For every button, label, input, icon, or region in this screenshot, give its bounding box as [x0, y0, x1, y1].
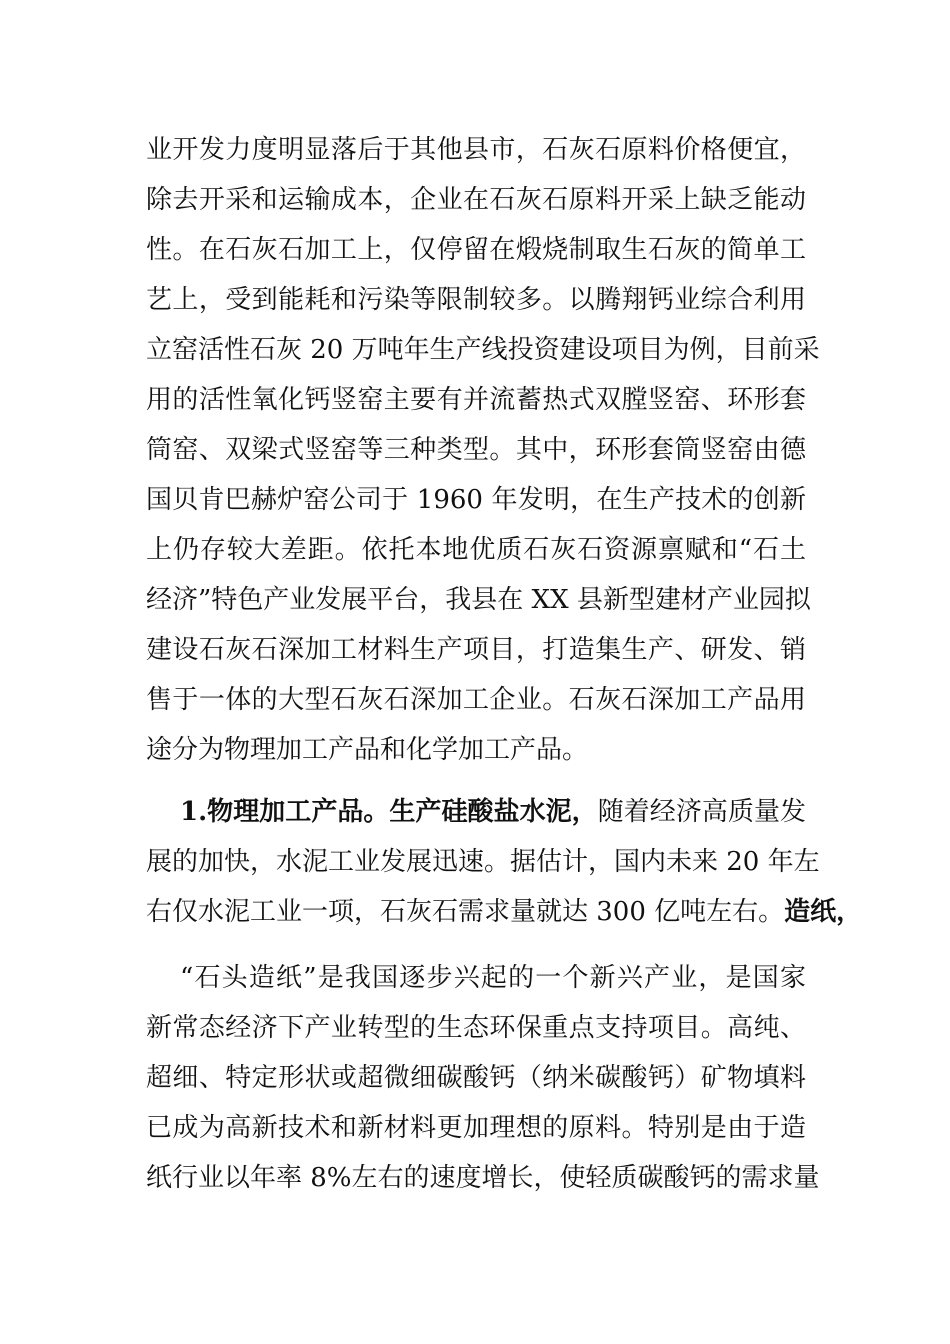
text-line: 经济”特色产业发展平台，我县在 XX 县新型建材产业园拟	[146, 585, 811, 615]
text-line: 售于一体的大型石灰石深加工企业。石灰石深加工产品用	[146, 685, 806, 715]
text-line: 国贝肯巴赫炉窑公司于 1960 年发明，在生产技术的创新	[146, 485, 806, 515]
text-line: 纸行业以年率 8%左右的速度增长，使轻质碳酸钙的需求量	[146, 1163, 820, 1193]
text-line: 展的加快，水泥工业发展迅速。据估计，国内未来 20 年左	[146, 847, 820, 877]
text-line: 艺上，受到能耗和污染等限制较多。以腾翔钙业综合利用	[146, 285, 806, 315]
text-line: “石头造纸”是我国逐步兴起的一个新兴产业，是国家	[180, 963, 806, 993]
text-line: 立窑活性石灰 20 万吨年生产线投资建设项目为例，目前采	[146, 335, 820, 365]
text-line: 上仍存较大差距。依托本地优质石灰石资源禀赋和“石土	[146, 535, 806, 565]
text-line: 超细、特定形状或超微细碳酸钙（纳米碳酸钙）矿物填料	[146, 1063, 806, 1093]
text-line: 已成为高新技术和新材料更加理想的原料。特别是由于造	[146, 1113, 806, 1143]
text-line: 除去开采和运输成本，企业在石灰石原料开采上缺乏能动	[146, 185, 806, 215]
text-span: 随着经济高质量发	[597, 797, 806, 827]
text-line: 筒窑、双梁式竖窑等三种类型。其中，环形套筒竖窑由德	[146, 435, 806, 465]
section-heading-line	[180, 792, 806, 832]
text-line: 用的活性氧化钙竖窑主要有并流蓄热式双膛竖窑、环形套	[146, 385, 806, 415]
bold-heading: 造纸，	[784, 897, 863, 927]
text-line: 途分为物理加工产品和化学加工产品。	[146, 735, 589, 765]
text-line	[146, 892, 863, 932]
text-line: 建设石灰石深加工材料生产项目，打造集生产、研发、销	[146, 635, 806, 665]
text-line: 新常态经济下产业转型的生态环保重点支持项目。高纯、	[146, 1013, 806, 1043]
text-span: 右仅水泥工业一项，石灰石需求量就达 300 亿吨左右。	[146, 897, 785, 927]
text-line: 业开发力度明显落后于其他县市，石灰石原料价格便宜，	[146, 135, 806, 165]
bold-heading: 1.物理加工产品。生产硅酸盐水泥，	[180, 797, 598, 827]
text-line: 性。在石灰石加工上，仅停留在煅烧制取生石灰的简单工	[146, 235, 806, 265]
